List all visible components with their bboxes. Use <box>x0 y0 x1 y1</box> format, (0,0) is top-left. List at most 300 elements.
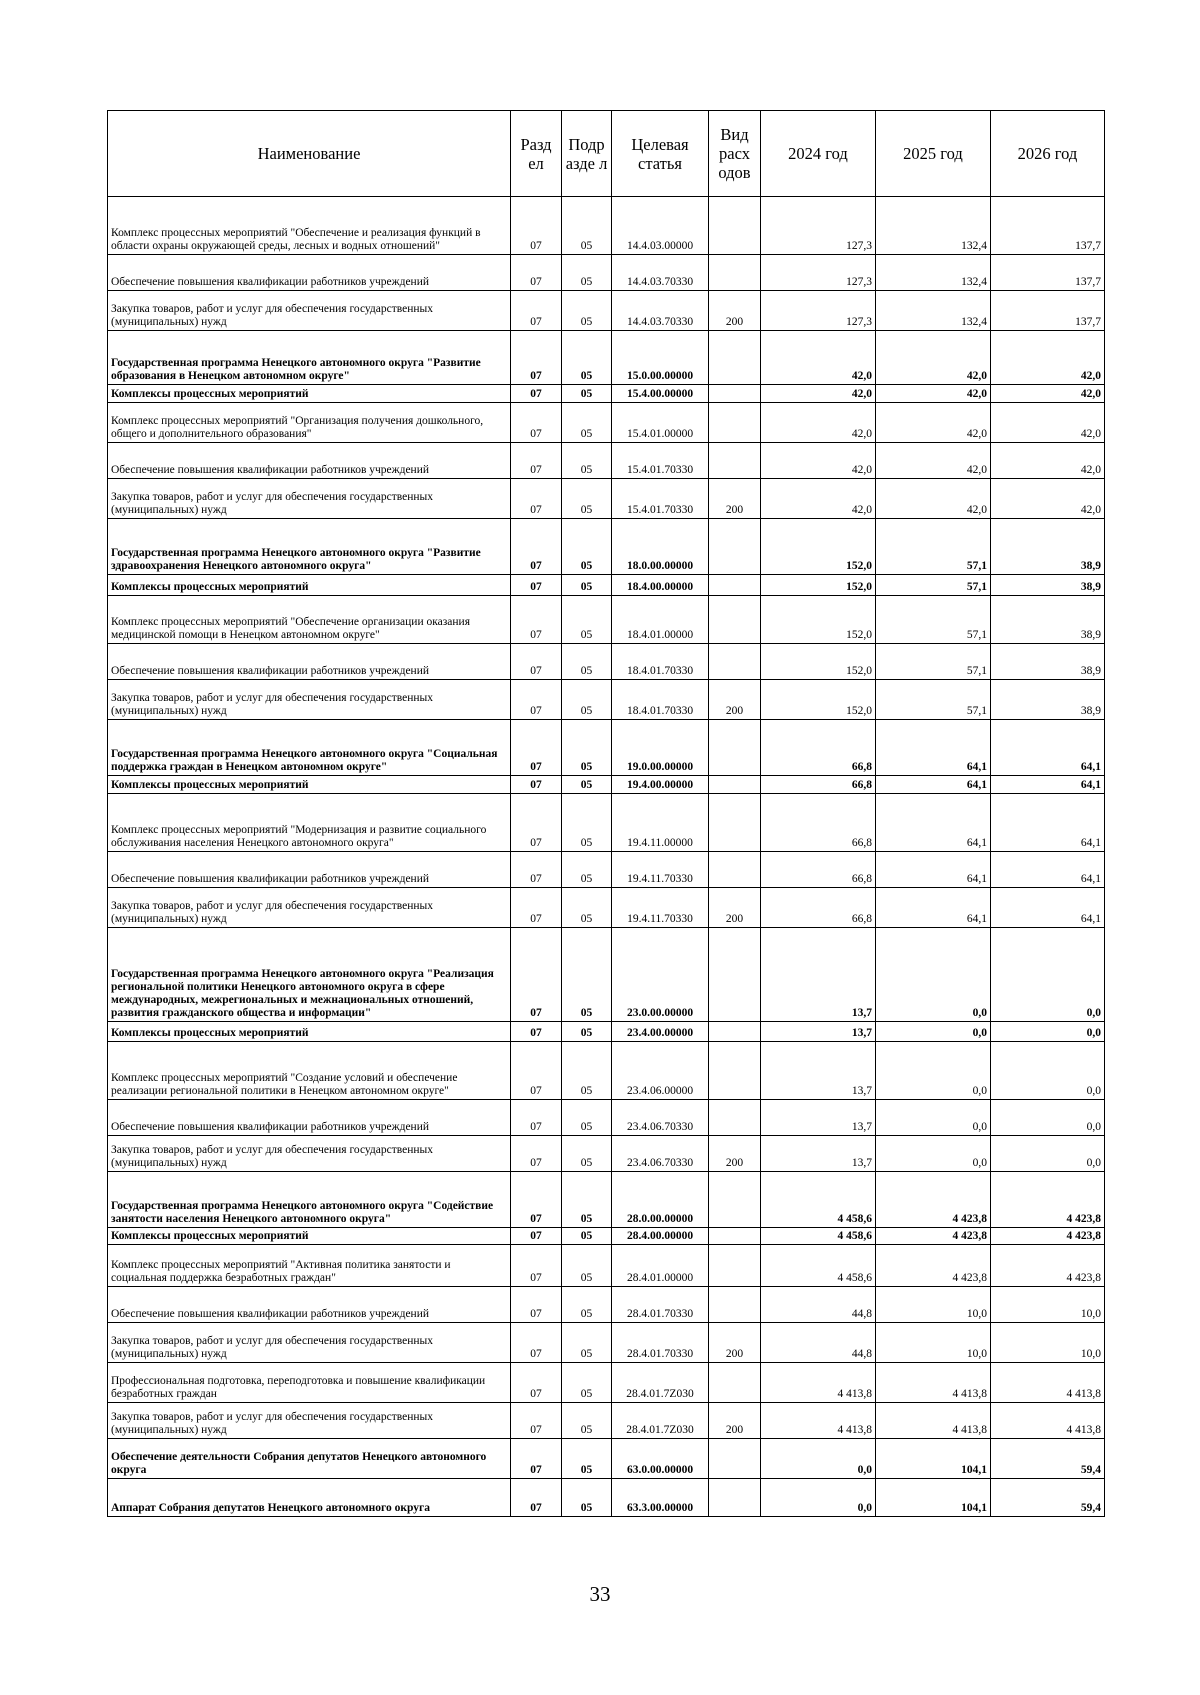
row-target-article: 28.4.01.7Z030 <box>612 1363 709 1403</box>
row-target-article: 23.0.00.00000 <box>612 928 709 1022</box>
row-value-2026: 0,0 <box>991 1136 1105 1172</box>
header-name: Наименование <box>108 111 511 197</box>
row-value-2026: 38,9 <box>991 680 1105 720</box>
row-value-2026: 42,0 <box>991 385 1105 403</box>
row-target-article: 14.4.03.70330 <box>612 291 709 331</box>
row-target-article: 18.4.00.00000 <box>612 575 709 596</box>
table-row <box>108 1363 1105 1403</box>
row-podrazdel: 05 <box>562 1479 612 1517</box>
row-value-2026: 0,0 <box>991 928 1105 1022</box>
row-name: Обеспечение повышения квалификации работников учреждений <box>108 852 511 888</box>
row-name: Закупка товаров, работ и услуг для обеспечения государственных (муниципальных) нужд <box>108 479 511 519</box>
row-podrazdel: 05 <box>562 888 612 928</box>
row-value-2024: 44,8 <box>761 1323 876 1363</box>
row-podrazdel: 05 <box>562 852 612 888</box>
row-expense-type: 200 <box>709 1136 761 1172</box>
row-expense-type <box>709 720 761 776</box>
table-row <box>108 1403 1105 1439</box>
row-name: Государственная программа Ненецкого автономного округа "Реализация региональной политики Ненецкого автономного округа в сфере международных, межрегиональных и межнациональных отношений, развития гражданского общества и информации" <box>108 928 511 1022</box>
row-razdel: 07 <box>511 1042 562 1100</box>
row-value-2025: 0,0 <box>876 1022 991 1042</box>
row-expense-type <box>709 575 761 596</box>
row-value-2026: 38,9 <box>991 596 1105 644</box>
row-razdel: 07 <box>511 1287 562 1323</box>
row-target-article: 28.0.00.00000 <box>612 1172 709 1228</box>
table-row <box>108 852 1105 888</box>
row-expense-type <box>709 1042 761 1100</box>
table-row <box>108 1042 1105 1100</box>
row-expense-type <box>709 197 761 255</box>
row-podrazdel: 05 <box>562 1172 612 1228</box>
row-razdel: 07 <box>511 1172 562 1228</box>
row-expense-type <box>709 385 761 403</box>
row-expense-type <box>709 1245 761 1287</box>
row-target-article: 28.4.01.00000 <box>612 1245 709 1287</box>
row-podrazdel: 05 <box>562 197 612 255</box>
row-name: Закупка товаров, работ и услуг для обеспечения государственных (муниципальных) нужд <box>108 680 511 720</box>
row-expense-type: 200 <box>709 1323 761 1363</box>
row-razdel: 07 <box>511 575 562 596</box>
row-value-2024: 4 413,8 <box>761 1403 876 1439</box>
row-podrazdel: 05 <box>562 1323 612 1363</box>
header-year-2025: 2025 год <box>876 111 991 197</box>
table-row <box>108 479 1105 519</box>
row-podrazdel: 05 <box>562 596 612 644</box>
row-value-2026: 4 423,8 <box>991 1172 1105 1228</box>
row-name: Закупка товаров, работ и услуг для обеспечения государственных (муниципальных) нужд <box>108 291 511 331</box>
row-podrazdel: 05 <box>562 1403 612 1439</box>
row-value-2025: 0,0 <box>876 928 991 1022</box>
row-expense-type <box>709 794 761 852</box>
row-value-2024: 42,0 <box>761 443 876 479</box>
row-value-2024: 66,8 <box>761 852 876 888</box>
row-expense-type <box>709 1363 761 1403</box>
row-razdel: 07 <box>511 720 562 776</box>
row-expense-type <box>709 596 761 644</box>
row-name: Государственная программа Ненецкого автономного округа "Содействие занятости населения Ненецкого автономного округа" <box>108 1172 511 1228</box>
row-razdel: 07 <box>511 1245 562 1287</box>
row-target-article: 18.4.01.70330 <box>612 644 709 680</box>
row-podrazdel: 05 <box>562 1042 612 1100</box>
table-row <box>108 1479 1105 1517</box>
row-target-article: 15.4.00.00000 <box>612 385 709 403</box>
table-row <box>108 928 1105 1022</box>
budget-table <box>107 110 1105 1517</box>
row-target-article: 18.4.01.00000 <box>612 596 709 644</box>
row-target-article: 18.0.00.00000 <box>612 519 709 575</box>
row-razdel: 07 <box>511 1100 562 1136</box>
row-razdel: 07 <box>511 1323 562 1363</box>
header-year-2026: 2026 год <box>991 111 1105 197</box>
table-row <box>108 1228 1105 1245</box>
row-value-2026: 64,1 <box>991 776 1105 794</box>
row-expense-type <box>709 403 761 443</box>
row-value-2026: 0,0 <box>991 1022 1105 1042</box>
row-podrazdel: 05 <box>562 928 612 1022</box>
table-row <box>108 596 1105 644</box>
row-value-2026: 59,4 <box>991 1479 1105 1517</box>
row-value-2024: 42,0 <box>761 385 876 403</box>
row-target-article: 63.0.00.00000 <box>612 1439 709 1479</box>
row-target-article: 19.4.00.00000 <box>612 776 709 794</box>
row-expense-type <box>709 1100 761 1136</box>
row-value-2025: 42,0 <box>876 479 991 519</box>
row-value-2025: 132,4 <box>876 291 991 331</box>
row-value-2025: 4 423,8 <box>876 1245 991 1287</box>
row-expense-type: 200 <box>709 1403 761 1439</box>
table-row <box>108 1022 1105 1042</box>
row-razdel: 07 <box>511 1439 562 1479</box>
row-target-article: 23.4.00.00000 <box>612 1022 709 1042</box>
row-value-2025: 4 423,8 <box>876 1228 991 1245</box>
row-value-2024: 42,0 <box>761 479 876 519</box>
row-target-article: 28.4.01.7Z030 <box>612 1403 709 1439</box>
row-name: Комплекс процессных мероприятий "Обеспечение организации оказания медицинской помощи в Ненецком автономном округе" <box>108 596 511 644</box>
row-value-2026: 4 423,8 <box>991 1245 1105 1287</box>
row-value-2026: 42,0 <box>991 331 1105 385</box>
table-row <box>108 331 1105 385</box>
row-razdel: 07 <box>511 776 562 794</box>
row-target-article: 19.0.00.00000 <box>612 720 709 776</box>
row-name: Профессиональная подготовка, переподготовка и повышение квалификации безработных граждан <box>108 1363 511 1403</box>
row-value-2024: 42,0 <box>761 403 876 443</box>
row-podrazdel: 05 <box>562 680 612 720</box>
table-row <box>108 888 1105 928</box>
table-row <box>108 575 1105 596</box>
table-row <box>108 1172 1105 1228</box>
row-value-2025: 64,1 <box>876 720 991 776</box>
row-target-article: 28.4.01.70330 <box>612 1323 709 1363</box>
row-podrazdel: 05 <box>562 1136 612 1172</box>
row-podrazdel: 05 <box>562 385 612 403</box>
row-razdel: 07 <box>511 1136 562 1172</box>
row-value-2026: 137,7 <box>991 291 1105 331</box>
row-name: Обеспечение повышения квалификации работников учреждений <box>108 1287 511 1323</box>
row-value-2024: 127,3 <box>761 197 876 255</box>
row-name: Обеспечение повышения квалификации работников учреждений <box>108 1100 511 1136</box>
row-expense-type <box>709 928 761 1022</box>
row-name: Закупка товаров, работ и услуг для обеспечения государственных (муниципальных) нужд <box>108 888 511 928</box>
row-value-2025: 57,1 <box>876 519 991 575</box>
header-podrazdel: Подр азде л <box>562 111 612 197</box>
row-value-2024: 152,0 <box>761 519 876 575</box>
row-value-2026: 4 413,8 <box>991 1363 1105 1403</box>
row-name: Комплексы процессных мероприятий <box>108 1022 511 1042</box>
row-name: Государственная программа Ненецкого автономного округа "Развитие образования в Ненецком автономном округе" <box>108 331 511 385</box>
header-year-2024: 2024 год <box>761 111 876 197</box>
row-value-2025: 57,1 <box>876 680 991 720</box>
row-target-article: 19.4.11.70330 <box>612 888 709 928</box>
row-value-2026: 38,9 <box>991 519 1105 575</box>
row-value-2026: 0,0 <box>991 1042 1105 1100</box>
row-podrazdel: 05 <box>562 519 612 575</box>
table-row <box>108 1439 1105 1479</box>
row-podrazdel: 05 <box>562 331 612 385</box>
row-podrazdel: 05 <box>562 1228 612 1245</box>
row-value-2026: 10,0 <box>991 1287 1105 1323</box>
row-target-article: 15.0.00.00000 <box>612 331 709 385</box>
row-name: Комплекс процессных мероприятий "Модернизация и развитие социального обслуживания населения Ненецкого автономного округа" <box>108 794 511 852</box>
row-value-2025: 64,1 <box>876 794 991 852</box>
row-razdel: 07 <box>511 403 562 443</box>
row-value-2024: 152,0 <box>761 680 876 720</box>
row-value-2025: 132,4 <box>876 197 991 255</box>
table-row <box>108 291 1105 331</box>
row-name: Обеспечение повышения квалификации работников учреждений <box>108 443 511 479</box>
row-target-article: 15.4.01.70330 <box>612 443 709 479</box>
row-podrazdel: 05 <box>562 443 612 479</box>
row-razdel: 07 <box>511 1228 562 1245</box>
row-value-2026: 42,0 <box>991 479 1105 519</box>
row-value-2025: 10,0 <box>876 1323 991 1363</box>
row-value-2024: 13,7 <box>761 1136 876 1172</box>
table-row <box>108 644 1105 680</box>
table-row <box>108 794 1105 852</box>
row-name: Аппарат Собрания депутатов Ненецкого автономного округа <box>108 1479 511 1517</box>
table-row <box>108 385 1105 403</box>
row-value-2025: 4 413,8 <box>876 1403 991 1439</box>
row-value-2024: 4 458,6 <box>761 1245 876 1287</box>
row-expense-type <box>709 443 761 479</box>
table-header-row <box>108 111 1105 197</box>
row-value-2025: 64,1 <box>876 888 991 928</box>
row-name: Закупка товаров, работ и услуг для обеспечения государственных (муниципальных) нужд <box>108 1136 511 1172</box>
row-razdel: 07 <box>511 255 562 291</box>
table-row <box>108 403 1105 443</box>
row-value-2024: 4 458,6 <box>761 1172 876 1228</box>
row-target-article: 28.4.01.70330 <box>612 1287 709 1323</box>
row-value-2026: 42,0 <box>991 403 1105 443</box>
table-row <box>108 255 1105 291</box>
row-value-2024: 127,3 <box>761 291 876 331</box>
row-name: Комплекс процессных мероприятий "Активная политика занятости и социальная поддержка безработных граждан" <box>108 1245 511 1287</box>
row-value-2024: 4 458,6 <box>761 1228 876 1245</box>
row-value-2025: 64,1 <box>876 852 991 888</box>
row-podrazdel: 05 <box>562 1439 612 1479</box>
table-row <box>108 1100 1105 1136</box>
row-value-2025: 57,1 <box>876 596 991 644</box>
row-razdel: 07 <box>511 596 562 644</box>
row-razdel: 07 <box>511 1403 562 1439</box>
row-value-2024: 66,8 <box>761 720 876 776</box>
header-expense-type: Вид расх одов <box>709 111 761 197</box>
row-value-2026: 4 413,8 <box>991 1403 1105 1439</box>
row-value-2025: 4 423,8 <box>876 1172 991 1228</box>
row-podrazdel: 05 <box>562 403 612 443</box>
row-value-2025: 42,0 <box>876 443 991 479</box>
row-target-article: 23.4.06.70330 <box>612 1100 709 1136</box>
row-value-2024: 66,8 <box>761 794 876 852</box>
row-podrazdel: 05 <box>562 776 612 794</box>
row-name: Комплекс процессных мероприятий "Обеспечение и реализация функций в области охраны окружающей среды, лесных и водных отношений" <box>108 197 511 255</box>
table-body <box>108 197 1105 1517</box>
row-value-2026: 137,7 <box>991 197 1105 255</box>
row-value-2025: 104,1 <box>876 1439 991 1479</box>
table-row <box>108 1136 1105 1172</box>
row-value-2024: 4 413,8 <box>761 1363 876 1403</box>
row-name: Комплекс процессных мероприятий "Создание условий и обеспечение реализации региональной политики в Ненецком автономном округе" <box>108 1042 511 1100</box>
row-target-article: 18.4.01.70330 <box>612 680 709 720</box>
row-razdel: 07 <box>511 794 562 852</box>
row-expense-type <box>709 1479 761 1517</box>
row-name: Обеспечение деятельности Собрания депутатов Ненецкого автономного округа <box>108 1439 511 1479</box>
row-value-2026: 59,4 <box>991 1439 1105 1479</box>
row-value-2025: 42,0 <box>876 385 991 403</box>
table-row <box>108 776 1105 794</box>
row-value-2024: 152,0 <box>761 596 876 644</box>
row-value-2026: 64,1 <box>991 720 1105 776</box>
row-value-2024: 13,7 <box>761 1100 876 1136</box>
table-row <box>108 680 1105 720</box>
row-value-2025: 104,1 <box>876 1479 991 1517</box>
row-expense-type <box>709 852 761 888</box>
row-value-2026: 137,7 <box>991 255 1105 291</box>
row-name: Комплекс процессных мероприятий "Организация получения дошкольного, общего и дополнительного образования" <box>108 403 511 443</box>
row-value-2026: 10,0 <box>991 1323 1105 1363</box>
row-podrazdel: 05 <box>562 479 612 519</box>
row-podrazdel: 05 <box>562 1100 612 1136</box>
row-value-2024: 152,0 <box>761 644 876 680</box>
row-value-2025: 57,1 <box>876 644 991 680</box>
row-name: Закупка товаров, работ и услуг для обеспечения государственных (муниципальных) нужд <box>108 1323 511 1363</box>
row-target-article: 28.4.00.00000 <box>612 1228 709 1245</box>
row-value-2026: 64,1 <box>991 888 1105 928</box>
row-expense-type: 200 <box>709 291 761 331</box>
row-razdel: 07 <box>511 1479 562 1517</box>
page-number: 33 <box>589 1582 611 1606</box>
row-name: Закупка товаров, работ и услуг для обеспечения государственных (муниципальных) нужд <box>108 1403 511 1439</box>
row-expense-type <box>709 644 761 680</box>
header-razdel: Разд ел <box>511 111 562 197</box>
row-podrazdel: 05 <box>562 720 612 776</box>
row-value-2025: 64,1 <box>876 776 991 794</box>
row-podrazdel: 05 <box>562 255 612 291</box>
row-value-2025: 42,0 <box>876 403 991 443</box>
row-razdel: 07 <box>511 479 562 519</box>
row-expense-type: 200 <box>709 680 761 720</box>
table-row <box>108 1287 1105 1323</box>
row-razdel: 07 <box>511 443 562 479</box>
row-value-2024: 66,8 <box>761 776 876 794</box>
row-target-article: 63.3.00.00000 <box>612 1479 709 1517</box>
row-target-article: 15.4.01.00000 <box>612 403 709 443</box>
row-target-article: 23.4.06.00000 <box>612 1042 709 1100</box>
row-expense-type <box>709 1022 761 1042</box>
row-expense-type <box>709 1172 761 1228</box>
row-value-2024: 44,8 <box>761 1287 876 1323</box>
row-podrazdel: 05 <box>562 575 612 596</box>
row-name: Обеспечение повышения квалификации работников учреждений <box>108 644 511 680</box>
row-podrazdel: 05 <box>562 1022 612 1042</box>
row-name: Комплексы процессных мероприятий <box>108 776 511 794</box>
row-podrazdel: 05 <box>562 794 612 852</box>
row-value-2025: 42,0 <box>876 331 991 385</box>
row-podrazdel: 05 <box>562 291 612 331</box>
row-value-2024: 13,7 <box>761 1042 876 1100</box>
row-target-article: 19.4.11.70330 <box>612 852 709 888</box>
row-podrazdel: 05 <box>562 1363 612 1403</box>
row-value-2025: 0,0 <box>876 1136 991 1172</box>
row-value-2026: 64,1 <box>991 794 1105 852</box>
row-value-2024: 42,0 <box>761 331 876 385</box>
row-value-2025: 57,1 <box>876 575 991 596</box>
row-razdel: 07 <box>511 1363 562 1403</box>
row-razdel: 07 <box>511 928 562 1022</box>
row-razdel: 07 <box>511 331 562 385</box>
row-target-article: 19.4.11.00000 <box>612 794 709 852</box>
row-razdel: 07 <box>511 888 562 928</box>
row-name: Комплексы процессных мероприятий <box>108 1228 511 1245</box>
row-value-2024: 13,7 <box>761 928 876 1022</box>
row-target-article: 14.4.03.70330 <box>612 255 709 291</box>
table-row <box>108 519 1105 575</box>
row-value-2026: 42,0 <box>991 443 1105 479</box>
row-razdel: 07 <box>511 1022 562 1042</box>
row-expense-type <box>709 776 761 794</box>
table-row <box>108 1245 1105 1287</box>
row-expense-type: 200 <box>709 479 761 519</box>
row-name: Государственная программа Ненецкого автономного округа "Социальная поддержка граждан в Ненецком автономном округе" <box>108 720 511 776</box>
row-expense-type <box>709 331 761 385</box>
row-value-2024: 0,0 <box>761 1439 876 1479</box>
row-value-2025: 4 413,8 <box>876 1363 991 1403</box>
row-value-2024: 0,0 <box>761 1479 876 1517</box>
row-value-2024: 127,3 <box>761 255 876 291</box>
row-value-2024: 152,0 <box>761 575 876 596</box>
row-razdel: 07 <box>511 385 562 403</box>
row-expense-type <box>709 1287 761 1323</box>
row-expense-type <box>709 255 761 291</box>
row-value-2025: 10,0 <box>876 1287 991 1323</box>
row-razdel: 07 <box>511 197 562 255</box>
table-row <box>108 443 1105 479</box>
row-value-2026: 4 423,8 <box>991 1228 1105 1245</box>
row-razdel: 07 <box>511 519 562 575</box>
row-name: Государственная программа Ненецкого автономного округа "Развитие здравоохранения Ненецкого автономного округа" <box>108 519 511 575</box>
row-value-2026: 64,1 <box>991 852 1105 888</box>
table-row <box>108 197 1105 255</box>
row-podrazdel: 05 <box>562 1245 612 1287</box>
row-expense-type: 200 <box>709 888 761 928</box>
row-value-2025: 0,0 <box>876 1100 991 1136</box>
row-value-2024: 66,8 <box>761 888 876 928</box>
row-razdel: 07 <box>511 852 562 888</box>
row-expense-type <box>709 1228 761 1245</box>
row-target-article: 15.4.01.70330 <box>612 479 709 519</box>
row-razdel: 07 <box>511 291 562 331</box>
row-value-2026: 38,9 <box>991 644 1105 680</box>
row-podrazdel: 05 <box>562 644 612 680</box>
row-razdel: 07 <box>511 644 562 680</box>
row-expense-type <box>709 519 761 575</box>
row-value-2025: 0,0 <box>876 1042 991 1100</box>
header-target-article: Целевая статья <box>612 111 709 197</box>
row-value-2025: 132,4 <box>876 255 991 291</box>
row-name: Комплексы процессных мероприятий <box>108 385 511 403</box>
row-target-article: 14.4.03.00000 <box>612 197 709 255</box>
row-value-2026: 38,9 <box>991 575 1105 596</box>
table-row <box>108 720 1105 776</box>
row-expense-type <box>709 1439 761 1479</box>
row-value-2026: 0,0 <box>991 1100 1105 1136</box>
table-row <box>108 1323 1105 1363</box>
row-podrazdel: 05 <box>562 1287 612 1323</box>
row-value-2024: 13,7 <box>761 1022 876 1042</box>
row-razdel: 07 <box>511 680 562 720</box>
row-name: Обеспечение повышения квалификации работников учреждений <box>108 255 511 291</box>
row-target-article: 23.4.06.70330 <box>612 1136 709 1172</box>
row-name: Комплексы процессных мероприятий <box>108 575 511 596</box>
